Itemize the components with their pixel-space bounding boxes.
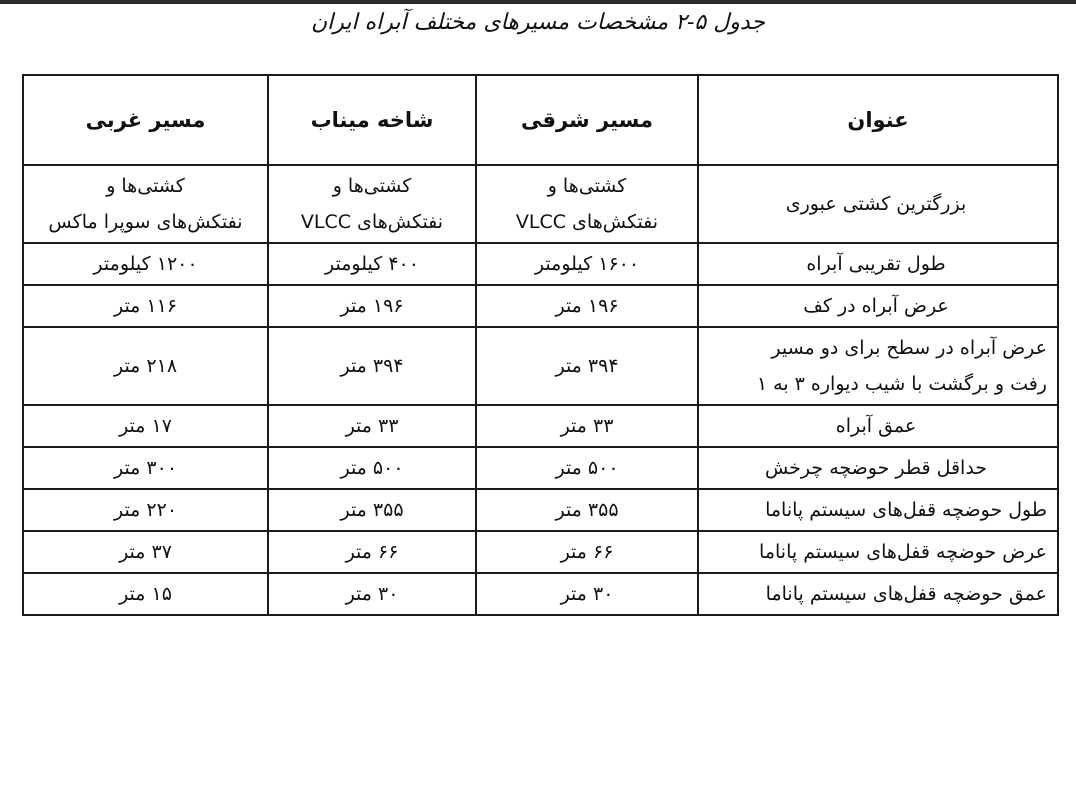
minab-cell: ۴۰۰ کیلومتر — [268, 243, 476, 285]
cell-text: کشتی‌ها و — [547, 175, 627, 197]
cell-text: کشتی‌ها و — [106, 175, 185, 197]
row-title-text: رفت و برگشت با شیب دیواره ۳ به ۱ — [756, 373, 1047, 395]
row-title-cell — [698, 489, 1058, 531]
west-cell: ۱۲۰۰ کیلومتر — [23, 243, 268, 285]
row-title-cell — [698, 285, 1058, 327]
row-title-cell — [698, 531, 1058, 573]
minab-cell: ۶۶ متر — [268, 531, 476, 573]
west-cell: ۱۷ متر — [23, 405, 268, 447]
row-title-cell — [698, 447, 1058, 489]
minab-cell: ۱۹۶ متر — [268, 285, 476, 327]
minab-cell: ۳۰ متر — [268, 573, 476, 615]
east-cell: ۵۰۰ متر — [476, 447, 698, 489]
east-cell: ۳۵۵ متر — [476, 489, 698, 531]
minab-cell — [268, 165, 476, 243]
table-row — [23, 531, 1058, 573]
west-cell: ۲۱۸ متر — [23, 327, 268, 405]
table-row — [23, 243, 1058, 285]
west-cell: ۱۵ متر — [23, 573, 268, 615]
row-title-text: عرض آبراه در سطح برای دو مسیر — [771, 337, 1047, 359]
table-caption: جدول ۵-۲ مشخصات مسیرهای مختلف آبراه ایران — [311, 10, 765, 35]
east-cell: ۳۳ متر — [476, 405, 698, 447]
row-title-text: عرض حوضچه قفل‌های سیستم پاناما — [759, 541, 1047, 563]
row-title-cell — [698, 327, 1058, 405]
cell-text: نفتکش‌های سوپرا ماکس — [48, 211, 243, 233]
row-title-cell — [698, 573, 1058, 615]
east-cell: ۱۹۶ متر — [476, 285, 698, 327]
waterway-spec-table — [22, 74, 1059, 616]
west-cell: ۳۰۰ متر — [23, 447, 268, 489]
west-cell: ۱۱۶ متر — [23, 285, 268, 327]
header-title: عنوان — [698, 75, 1058, 165]
table-row — [23, 489, 1058, 531]
table-row — [23, 405, 1058, 447]
east-cell: ۳۰ متر — [476, 573, 698, 615]
table-row — [23, 327, 1058, 405]
west-cell: ۲۲۰ متر — [23, 489, 268, 531]
cell-text: نفتکش‌های VLCC — [515, 211, 659, 233]
row-title-text: بزرگترین کشتی عبوری — [785, 193, 967, 215]
minab-cell: ۳۵۵ متر — [268, 489, 476, 531]
minab-cell: ۳۳ متر — [268, 405, 476, 447]
row-title-text: عمق آبراه — [835, 415, 917, 437]
east-cell — [476, 165, 698, 243]
cell-text: نفتکش‌های VLCC — [300, 211, 444, 233]
east-cell: ۳۹۴ متر — [476, 327, 698, 405]
row-title-text: عرض آبراه در کف — [803, 295, 949, 317]
row-title-text: حداقل قطر حوضچه چرخش — [764, 457, 988, 479]
row-title-cell — [698, 405, 1058, 447]
minab-cell: ۵۰۰ متر — [268, 447, 476, 489]
row-title-text: طول حوضچه قفل‌های سیستم پاناما — [765, 499, 1047, 521]
table-row — [23, 573, 1058, 615]
header-row — [23, 75, 1058, 165]
top-rule — [0, 0, 1076, 4]
table-body — [23, 165, 1058, 615]
west-cell — [23, 165, 268, 243]
table-row — [23, 447, 1058, 489]
minab-cell: ۳۹۴ متر — [268, 327, 476, 405]
table-row — [23, 165, 1058, 243]
header-west-route: مسیر غربی — [23, 75, 268, 165]
header-east-route: مسیر شرقی — [476, 75, 698, 165]
header-minab-branch: شاخه میناب — [268, 75, 476, 165]
row-title-text: طول تقریبی آبراه — [806, 253, 946, 275]
east-cell: ۶۶ متر — [476, 531, 698, 573]
west-cell: ۳۷ متر — [23, 531, 268, 573]
row-title-text: عمق حوضچه قفل‌های سیستم پاناما — [765, 583, 1047, 605]
row-title-cell — [698, 165, 1058, 243]
cell-text: کشتی‌ها و — [332, 175, 412, 197]
row-title-cell — [698, 243, 1058, 285]
table-row — [23, 285, 1058, 327]
east-cell: ۱۶۰۰ کیلومتر — [476, 243, 698, 285]
